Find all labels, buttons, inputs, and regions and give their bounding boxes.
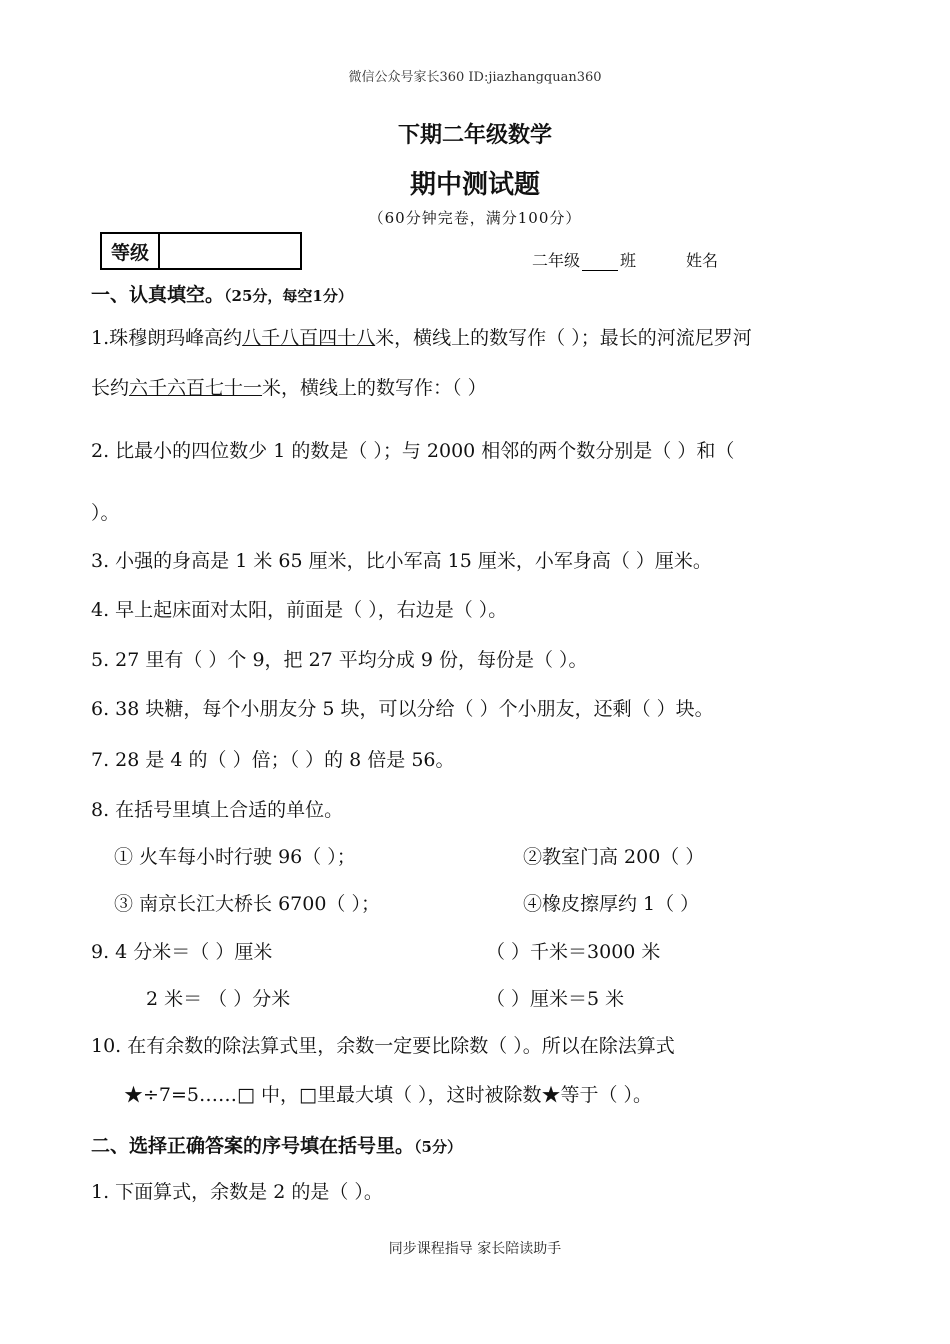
question-5: 5. 27 里有（ ）个 9，把 27 平均分成 9 份，每份是（ ）。 xyxy=(91,649,588,671)
section-2-heading xyxy=(91,1131,462,1158)
question-8-item-2: ②教室门高 200（ ） xyxy=(523,846,705,868)
question-1-line-1 xyxy=(91,323,752,350)
question-9-item-4: （ ）厘米＝5 米 xyxy=(486,988,625,1010)
header-note: 微信公众号家长360 ID:jiazhangquan360 xyxy=(348,70,602,85)
question-8-item-3: ③ 南京长江大桥长 6700（ ）； xyxy=(114,893,380,915)
page-title: 下期二年级数学 xyxy=(397,122,552,148)
exam-info: （60分钟完卷，满分100分） xyxy=(368,209,582,227)
question-9-item-1: 9. 4 分米＝（ ）厘米 xyxy=(91,941,273,963)
q1-underlined-number: 八千八百四十八 xyxy=(242,327,376,349)
page-subtitle: 期中测试题 xyxy=(409,170,540,200)
question-8-item-1: ① 火车每小时行驶 96（ ）； xyxy=(114,846,356,868)
question-10-line-1: 10. 在有余数的除法算式里，余数一定要比除数（ ）。所以在除法算式 xyxy=(91,1035,675,1057)
q1-text-c: 长约 xyxy=(91,377,130,399)
question-2-line-1: 2. 比最小的四位数少 1 的数是（ ）；与 2000 相邻的两个数分别是（ ）和（ xyxy=(91,440,735,462)
class-suffix: 班 xyxy=(620,251,637,270)
q1-text-d: 米，横线上的数写作：（ ） xyxy=(262,377,487,399)
class-blank xyxy=(582,256,618,271)
section-2-points: （5分） xyxy=(414,1138,462,1156)
class-name-line xyxy=(532,248,718,271)
question-2-line-2: ）。 xyxy=(91,502,120,524)
class-prefix: 二年级 xyxy=(532,251,581,270)
question-3: 3. 小强的身高是 1 米 65 厘米，比小军高 15 厘米，小军身高（ ）厘米。 xyxy=(91,550,712,572)
question-8: 8. 在括号里填上合适的单位。 xyxy=(91,799,344,821)
question-1-line-2 xyxy=(91,373,487,400)
question-8-item-4: ④橡皮擦厚约 1（ ） xyxy=(523,893,700,915)
q1-text-a: 1.珠穆朗玛峰高约 xyxy=(91,327,243,349)
section-2-title: 二、选择正确答案的序号填在括号里。 xyxy=(91,1135,415,1157)
q1-text-b: 米，横线上的数写作（ ）；最长的河流尼罗河 xyxy=(375,327,752,349)
question-10-line-2: ★÷7=5……□ 中，□里最大填（ ），这时被除数★等于（ ）。 xyxy=(124,1084,653,1106)
footer-note: 同步课程指导 家长陪读助手 xyxy=(388,1241,562,1257)
question-9-item-3: 2 米＝ （ ）分米 xyxy=(146,988,291,1010)
name-label: 姓名 xyxy=(686,251,719,270)
q1-underlined-number-2: 六千六百七十一 xyxy=(129,377,263,399)
question-9-item-2: （ ）千米＝3000 米 xyxy=(486,941,661,963)
grade-box xyxy=(100,232,302,270)
section-1-heading xyxy=(91,280,353,307)
section-2-question-1: 1. 下面算式，余数是 2 的是（ ）。 xyxy=(91,1181,383,1203)
grade-box-label: 等级 xyxy=(102,234,160,268)
question-7: 7. 28 是 4 的（ ）倍；（ ）的 8 倍是 56。 xyxy=(91,749,455,771)
section-1-title: 一、认真填空。 xyxy=(91,284,225,306)
question-6: 6. 38 块糖，每个小朋友分 5 块，可以分给（ ）个小朋友，还剩（ ）块。 xyxy=(91,698,714,720)
section-1-points: （25分，每空1分） xyxy=(224,287,353,305)
question-4: 4. 早上起床面对太阳，前面是（ ），右边是（ ）。 xyxy=(91,599,508,621)
